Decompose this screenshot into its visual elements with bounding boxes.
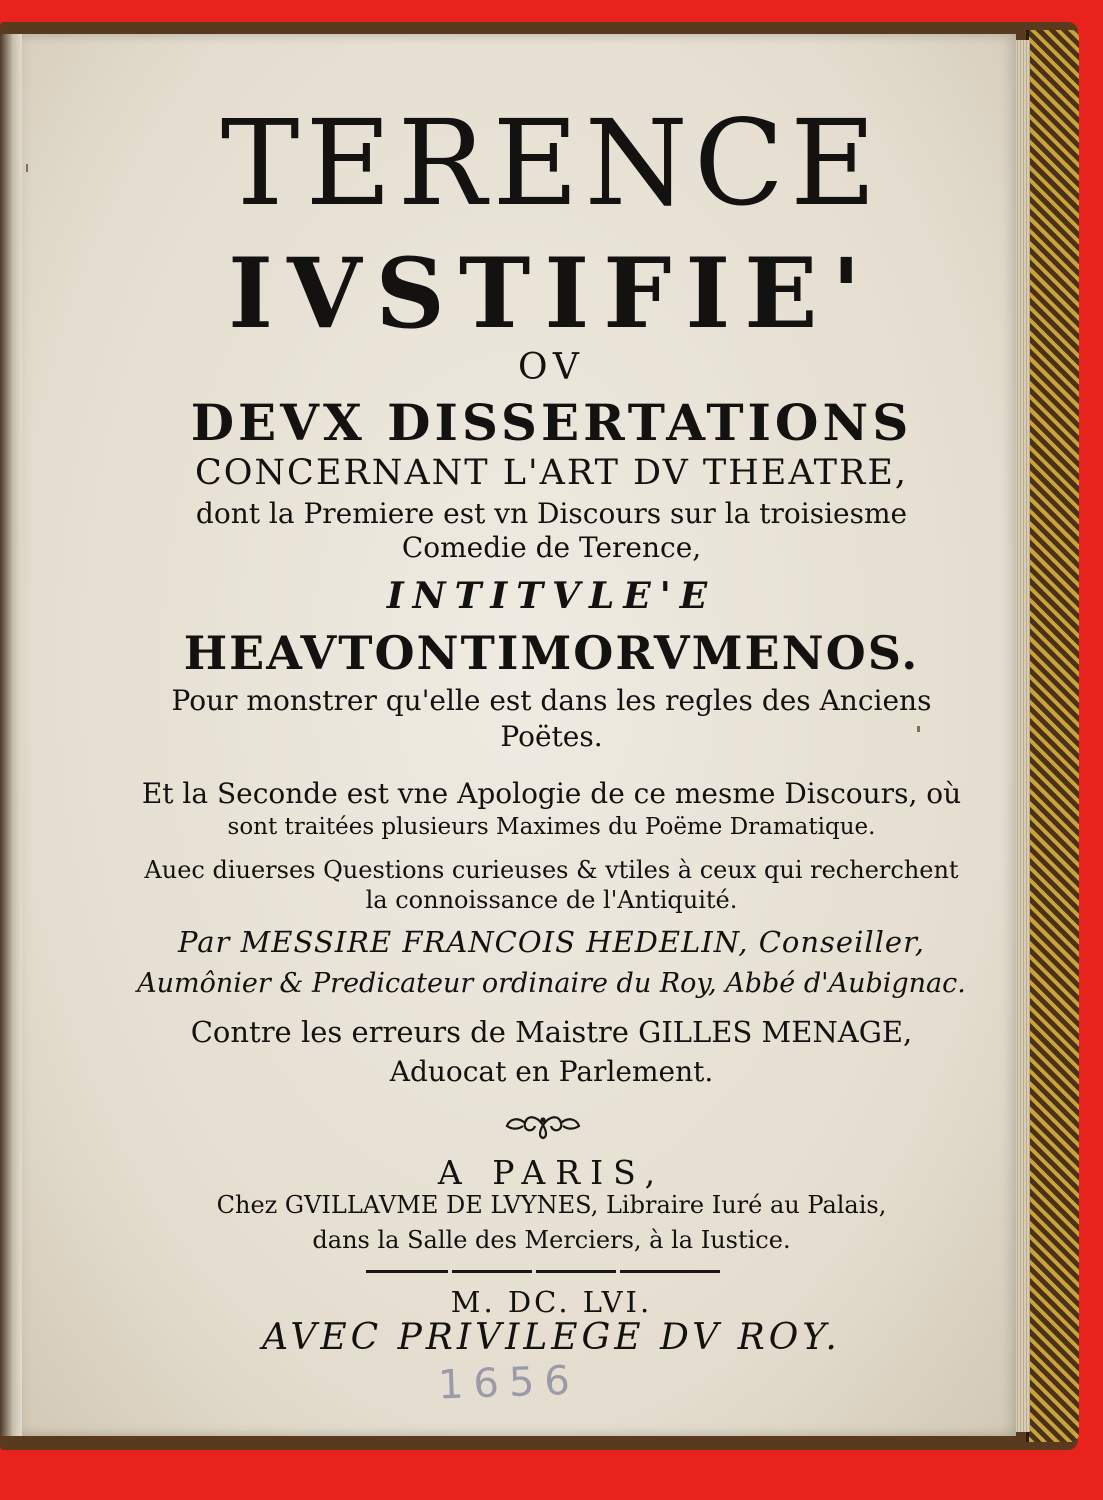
- imprint-address: dans la Salle des Merciers, à la Iustice.: [312, 1226, 791, 1254]
- contre-line: Contre les erreurs de Maistre GILLES MENAGE,: [190, 1015, 913, 1049]
- conjunction-ou: OV: [518, 347, 585, 388]
- handwritten-year: 1656: [437, 1357, 581, 1409]
- subtitle: DEVX DISSERTATIONS: [190, 393, 913, 452]
- imprint-city: A PARIS,: [437, 1153, 666, 1192]
- comedie-line: Comedie de Terence,: [401, 531, 702, 564]
- concernant-line: CONCERNANT L'ART DV THEATRE,: [194, 453, 909, 493]
- privilege-line: AVEC PRIVILEGE DV ROY.: [262, 1317, 841, 1358]
- printers-ornament-icon: [503, 1110, 583, 1140]
- intitulee-line: INTITVLE'E: [386, 575, 717, 617]
- pour-line: Pour monstrer qu'elle est dans les regles des Anciens: [171, 684, 932, 717]
- connoissance-line: la connoissance de l'Antiquité.: [365, 886, 738, 914]
- title-line-2: IVSTIFIE': [228, 237, 875, 350]
- sont-line: sont traitées plusieurs Maximes du Poëme Dramatique.: [227, 814, 876, 840]
- imprint-publisher: Chez GVILLAVME DE LVYNES, Libraire Iuré au Palais,: [216, 1191, 887, 1219]
- aduocat-line: Aduocat en Parlement.: [389, 1055, 714, 1088]
- rule-segment: [536, 1270, 616, 1273]
- dont-line: dont la Premiere est vn Discours sur la troisiesme: [195, 497, 908, 530]
- rule-segment: [620, 1270, 720, 1273]
- author-line: Par MESSIRE FRANCOIS HEDELIN, Conseiller,: [178, 925, 925, 959]
- publication-date: M. DC. LVI.: [450, 1285, 653, 1319]
- rule-segment: [452, 1270, 532, 1273]
- seconde-line: Et la Seconde est vne Apologie de ce mesme Discours, où: [141, 777, 962, 810]
- rule-segment: [366, 1270, 448, 1273]
- play-name: HEAVTONTIMORVMENOS.: [183, 626, 920, 680]
- poetes-line: Poëtes.: [500, 720, 603, 753]
- auec-line: Auec diuerses Questions curieuses & vtiles à ceux qui recherchent: [144, 856, 959, 884]
- title-line-1: TERENCE: [220, 94, 883, 232]
- author-titles-line: Aumônier & Predicateur ordinaire du Roy, Abbé d'Aubignac.: [137, 968, 966, 999]
